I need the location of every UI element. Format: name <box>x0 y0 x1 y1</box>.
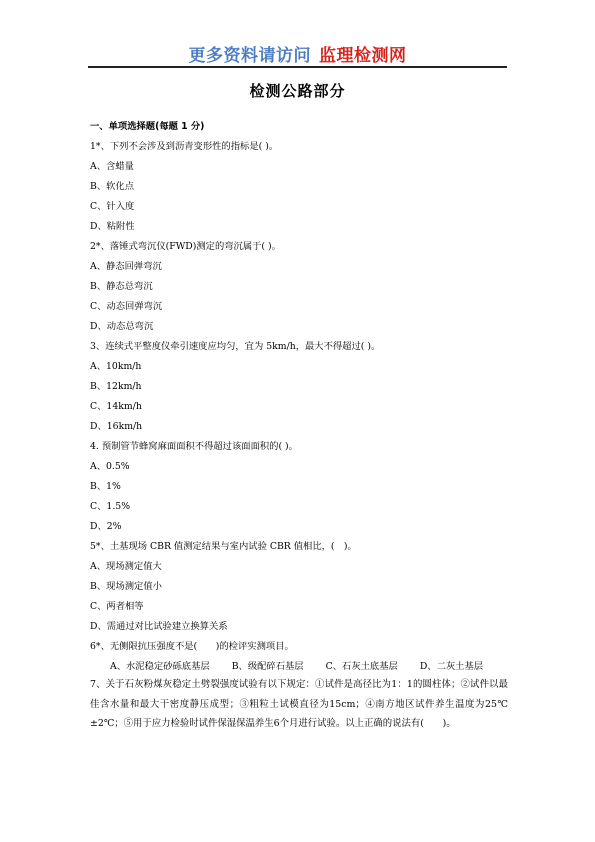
question-6: 6*、无侧限抗压强度不是( )的检评实测项目。 <box>90 641 294 652</box>
question-1-option-d: D、粘附性 <box>90 221 135 232</box>
question-5-option-d: D、需通过对比试验建立换算关系 <box>90 621 228 632</box>
question-3-option-a: A、10km/h <box>90 361 142 372</box>
banner-prefix: 更多资料请访问 <box>188 46 311 66</box>
question-1-option-c: C、针入度 <box>90 201 135 212</box>
question-5-option-b: B、现场测定值小 <box>90 581 162 592</box>
question-5-option-c: C、两者相等 <box>90 601 144 612</box>
banner-site-link[interactable]: 监理检测网 <box>319 46 407 66</box>
question-6-options <box>110 661 510 673</box>
question-5: 5*、土基现场 CBR 值测定结果与室内试验 CBR 值相比，( )。 <box>90 541 357 552</box>
question-3-option-b: B、12km/h <box>90 381 142 392</box>
question-5-option-a: A、现场测定值大 <box>90 561 162 572</box>
question-2-option-c: C、动态回弹弯沉 <box>90 301 163 312</box>
question-4-option-c: C、1.5% <box>90 501 131 512</box>
document-title: 检测公路部分 <box>249 82 346 100</box>
site-banner <box>0 41 595 66</box>
question-1-option-b: B、软化点 <box>90 181 135 192</box>
question-2: 2*、落锤式弯沉仪(FWD)测定的弯沉属于( )。 <box>90 241 281 252</box>
question-3-option-d: D、16km/h <box>90 421 143 432</box>
question-6-option-d: D、二灰土基层 <box>419 661 484 672</box>
question-6-option-c: C、石灰土底基层 <box>325 661 398 672</box>
section-heading: 一、单项选择题(每题 1 分) <box>90 121 205 132</box>
question-4-option-d: D、2% <box>90 521 122 532</box>
question-6-option-b: B、级配碎石基层 <box>231 661 304 672</box>
question-1-option-a: A、含蜡量 <box>90 161 134 172</box>
question-4-option-a: A、0.5% <box>90 461 130 472</box>
question-4-option-b: B、1% <box>90 481 121 492</box>
question-2-option-a: A、静态回弹弯沉 <box>90 261 162 272</box>
question-2-option-d: D、动态总弯沉 <box>90 321 154 332</box>
question-7: 7、关于石灰粉煤灰稳定土劈裂强度试验有以下规定：①试件是高径比为1：1的圆柱体；②试件以最佳含水量和最大干密度静压成型；③粗粒土试模直径为15cm；④南方地区试件养生温度为25℃±2℃；⑤用于应力检验时试件保湿保温养生6个月进行试验。以上正确的说法有( )。 <box>90 679 508 730</box>
question-4: 4. 预制管节蜂窝麻面面积不得超过该面面积的( )。 <box>90 441 298 452</box>
question-1: 1*、下列不会涉及到沥青变形性的指标是( )。 <box>90 141 279 152</box>
header-divider <box>88 66 507 68</box>
question-3: 3、连续式平整度仪牵引速度应均匀，宜为 5km/h，最大不得超过( )。 <box>90 341 381 352</box>
question-2-option-b: B、静态总弯沉 <box>90 281 153 292</box>
question-6-option-a: A、水泥稳定砂砾底基层 <box>110 661 210 672</box>
question-3-option-c: C、14km/h <box>90 401 142 412</box>
